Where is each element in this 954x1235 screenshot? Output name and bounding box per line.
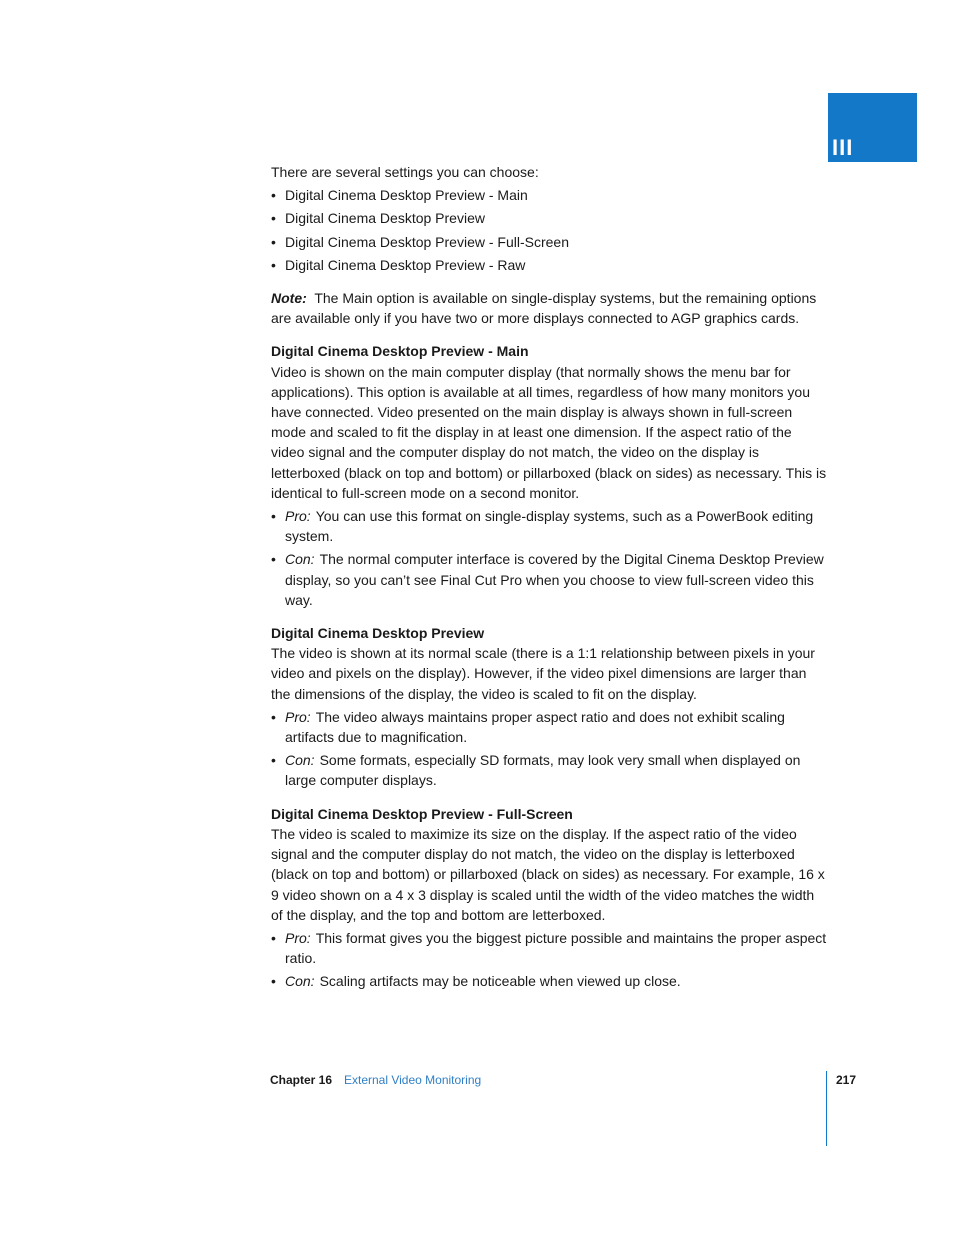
pro-label: Pro:: [285, 508, 311, 525]
section-heading-preview: Digital Cinema Desktop Preview: [271, 625, 485, 642]
con-label: Con:: [285, 752, 315, 769]
footer-chapter-label: Chapter 16: [270, 1073, 333, 1087]
intro-text: There are several settings you can choose:: [271, 164, 539, 180]
con-item: [271, 750, 827, 790]
settings-list: [271, 185, 827, 275]
pro-text: This format gives you the biggest picture possible and maintains the proper aspect ratio.: [285, 929, 827, 967]
con-label: Con:: [285, 551, 315, 568]
section-heading-main: Digital Cinema Desktop Preview - Main: [271, 343, 529, 360]
list-item: • Digital Cinema Desktop Preview - Full-Screen: [271, 232, 827, 252]
footer-chapter-title: External Video Monitoring: [344, 1073, 482, 1087]
section-body-main: Video is shown on the main computer display (that normally shows the menu bar for applications). This option is available at all times, regardless of how many monitors you have connected. Video presented on the main display is always shown in full-screen mode and scaled to fit the display in at least one dimension. If the aspect ratio of the video signal and the computer display do not match, the video on the display is letterboxed (black on top and bottom) or pillarboxed (black on sides) as necessary. This is identical to full-screen mode on a second monitor.: [271, 363, 827, 501]
con-item: [271, 549, 827, 610]
pro-text: You can use this format on single-display systems, such as a PowerBook editing system.: [285, 508, 814, 545]
footer-divider: [826, 1071, 827, 1146]
pro-label: Pro:: [285, 708, 311, 725]
con-text: Scaling artifacts may be noticeable when viewed up close.: [319, 973, 681, 990]
proscons-full-screen: [271, 928, 827, 992]
section-body-preview: The video is shown at its normal scale (there is a 1:1 relationship between pixels in your video and pixels on the display). However, if the video pixel dimensions are larger than the dimensions of the display, the video is scaled to fit on the display.: [271, 645, 815, 702]
pro-item: [271, 707, 827, 747]
part-tab: [828, 93, 917, 162]
list-item: • Digital Cinema Desktop Preview - Main: [271, 185, 827, 205]
section-heading-full-screen: Digital Cinema Desktop Preview - Full-Screen: [271, 805, 573, 822]
list-item: • Digital Cinema Desktop Preview: [271, 208, 827, 228]
list-item: • Digital Cinema Desktop Preview - Raw: [271, 255, 827, 275]
page-content: [271, 162, 827, 1005]
con-label: Con:: [285, 973, 315, 990]
con-text: The normal computer interface is covered by the Digital Cinema Desktop Preview display, so you can’t see Final Cut Pro when you choose to view full-screen video this way.: [285, 551, 824, 608]
note: [271, 288, 827, 328]
page-number: 217: [836, 1073, 857, 1087]
part-tab-label: III: [832, 135, 854, 160]
proscons-preview: [271, 707, 827, 791]
con-item: [271, 971, 827, 991]
section-body-full-screen: The video is scaled to maximize its size on the display. If the aspect ratio of the video signal and the computer display do not match, the video on the display is letterboxed (black on top and bottom) or pillarboxed (black on sides) as necessary. For example, 16 x 9 video shown on a 4 x 3 display is scaled until the width of the video matches the width of the display, and the top and bottom are letterboxed.: [271, 825, 825, 923]
proscons-main: [271, 506, 827, 610]
pro-item: [271, 506, 827, 546]
pro-label: Pro:: [285, 929, 311, 946]
note-text: The Main option is available on single-display systems, but the remaining options are available only if you have two or more displays connected to AGP graphics cards.: [271, 290, 817, 327]
pro-text: The video always maintains proper aspect ratio and does not exhibit scaling artifacts due to magnification.: [285, 708, 785, 746]
note-label: Note:: [271, 290, 307, 307]
pro-item: [271, 928, 827, 968]
con-text: Some formats, especially SD formats, may look very small when displayed on large computer displays.: [285, 752, 801, 789]
